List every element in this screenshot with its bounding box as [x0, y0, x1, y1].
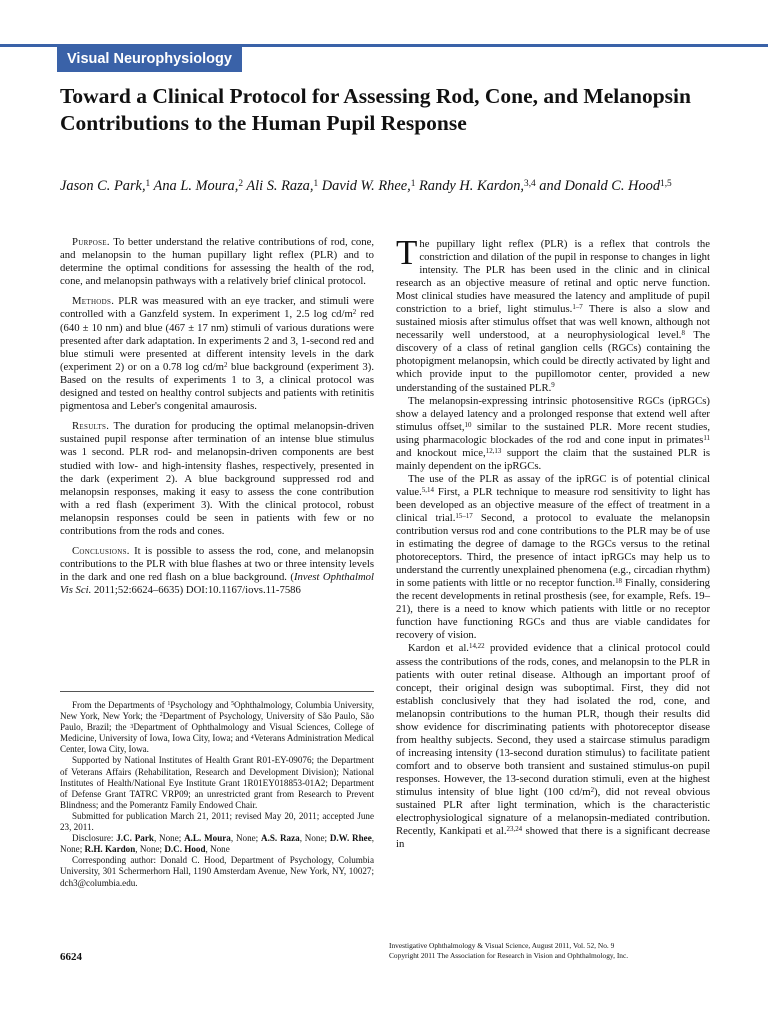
footnote-affiliations: From the Departments of $^1$Psychology and $^5$Ophthalmology, Columbia University, New York, New York; the $^2$Department of Psychology, University of São Paulo, São Paulo, Brazil; the $^3$Department of Ophthalmology and Visual Sciences, College of Medicine, University of Iowa, Iowa City, Iowa; and $^4$Veterans Administration Medical Center, Iowa City, Iowa.	[60, 700, 375, 755]
journal-info	[389, 941, 719, 961]
abstract-label: Methods.	[72, 295, 115, 308]
abstract-label: Results.	[72, 420, 110, 433]
page-number: 6624	[60, 951, 82, 963]
abstract-purpose: Purpose. To better understand the relative contributions of rod, cone, and melanopsin to the human pupillary light reflex (PLR) and to determine the optimal conditions for assessing the health of the rod, cone, and melanopsin pathways with a relatively brief clinical protocol.	[60, 236, 374, 288]
article-title: Toward a Clinical Protocol for Assessing Rod, Cone, and Melanopsin Contributions to the Human Pupil Response	[60, 84, 691, 135]
body-paragraph: The melanopsin-expressing intrinsic photosensitive RGCs (ipRGCs) show a delayed latency and a prolonged response that extend well after stimulus offset,$^{10}$ similar to the sustained PLR. More recent studies, using pharmacologic blockades of the rod and cone input in primates$^{11}$ and knockout mice,$^{12,13}$ support the claim that the sustained PLR is mainly dependent on the ipRGCs.	[396, 394, 711, 472]
footnote-disclosure: Disclosure: J.C. Park, None; A.L. Moura, None; A.S. Raza, None; D.W. Rhee, None; R.H. Kardon, None; D.C. Hood, None	[60, 833, 375, 855]
body-text	[396, 233, 711, 851]
footnote-corresponding: Corresponding author: Donald C. Hood, Department of Psychology, Columbia University, 301 Schermerhorn Hall, 1190 Amsterdam Avenue, New York, NY, 10027; dch3@columbia.edu.	[60, 855, 374, 888]
journal-citation: Investigative Ophthalmology & Visual Science, August 2011, Vol. 52, No. 9	[389, 941, 615, 950]
footnote-dates: Submitted for publication March 21, 2011; revised May 20, 2011; accepted June 23, 2011.	[60, 810, 374, 833]
journal-copyright: Copyright 2011 The Association for Research in Vision and Ophthalmology, Inc.	[389, 951, 629, 960]
body-paragraph: The pupillary light reflex (PLR) is a reflex that controls the constriction and dilation of the pupil in response to changes in light intensity. The PLR has been used in the clinic and in clinical research as an objective measure of retinal and optic nerve function. Most clinical studies have measured the latency and amplitude of pupil constriction to a brief, light stimulus.$^{1-7}$ There is also a slow and sustained miosis after stimulus offset that was well known, although not necessarily well understood, at a neurophysiological level.$^8$ The discovery of a class of retinal ganglion cells (RGCs) containing the photopigment melanopsin, which could be directly activated by light and which provide input to the pupillomotor center, provided a new understanding of the sustained PLR.$^9$	[396, 233, 710, 394]
body-paragraph: Kardon et al.$^{14,22}$ provided evidence that a clinical protocol could assess the contributions of the rods, cones, and melanopsin to the PLR in patients with outer retinal disease. Although an important proof of concept, their original design was suboptimal. First, they did not establish conclusively that they had isolated the rod, cone, and melanopsin contributions to the human PLR, though their results did show evidence for discriminating patients with photoreceptor disease from healthy subjects. Second, they used a staircase stimulus paradigm of increasing intensity (13-second duration stimulus) to facilitate patient comfort and to observe both transient and sustained stimulus-on pupil responses. However, the 13-second duration stimuli, even at the highest stimulus intensity of blue light (100 $cd/m^2$), did not reveal obvious sustained PLR after light termination, which is the characteristic electrophysiological signature of a melanopsin-mediated contribution. Recently, Kankipati et al.$^{23,24}$ showed that there is a significant decrease in	[396, 642, 710, 851]
drop-cap: T	[396, 233, 418, 272]
footnote-divider	[60, 691, 374, 692]
footnote-funding: Supported by National Institutes of Health Grant R01-EY-09076; the Department of Veterans Affairs (Rehabilitation, Research and Development Division); National Institutes of Health/National Eye Institute Grant 1R01EY018853-01A2; Department of Defense Grant TATRC VRP09; an unrestricted grant from Research to Prevent Blindness; and the Pomerantz Family Endowed Chair.	[60, 755, 374, 810]
body-paragraph: The use of the PLR as assay of the ipRGC is of potential clinical value.$^{5,14}$ First, a PLR technique to measure rod sensitivity to light has been developed as an objective measure of the effect of treatment in a clinical trial.$^{15-17}$ Second, a protocol to evaluate the melanopsin contribution versus rod and cone contributions to the PLR may be of use in estimating the degree of damage to the RGCs versus to the retinal photoreceptors. Third, the presence of intact ipRGCs may help us to understand the currently unexplained phenomena (e.g., circadian rhythm) in some patients with little or no receptor function.$^{18}$ Finally, considering the recent developments in retinal prosthesis (see, for example, Refs. 19–21), there is a need to know which patients with little or no receptor function have functioning RGCs and thus are viable candidates for recovery of vision.	[396, 472, 711, 642]
footnotes	[60, 700, 374, 889]
author-list: Jason C. Park,$^1$ Ana L. Moura,$^2$ Ali S. Raza,$^1$ David W. Rhee,$^1$ Randy H. Kardon,$^{3,4}$ and Donald C. Hood$^{1,5}$	[60, 178, 672, 194]
abstract-methods: Methods. PLR was measured with an eye tracker, and stimuli were controlled with a Ganzfeld system. In experiment 1, 2.5 $\log cd/m^2$ red (640 ± 10 nm) and blue (467 ± 17 nm) stimuli of various durations were presented after dark adaptation. In experiments 2 and 3, 1-second red and blue stimuli were presented at different intensity levels in the dark (experiment 2) or on a 0.78 $\log cd/m^2$ blue background (experiment 3). Based on the results of experiments 1 to 3, a clinical protocol was designed and tested on healthy control subjects and patients with retinitis pigmentosa and Leber's congenital amaurosis.	[60, 295, 374, 413]
abstract-label: Conclusions.	[72, 545, 130, 558]
abstract	[60, 236, 374, 604]
abstract-results: Results. The duration for producing the optimal melanopsin-driven sustained pupil response after termination of an intense blue stimulus was 1 second. PLR rod- and melanopsin-driven components are best studied with low- and high-intensity flashes, respectively, presented in the dark (experiment 2). A blue background suppressed rod and melanopsin responses, making it easy to assess the cone contribution with a red flash (experiment 3). With the clinical protocol, robust melanopsin responses could be seen in patients with few or no contributions from the rods and cones.	[60, 420, 374, 537]
abstract-label: Purpose.	[72, 236, 110, 248]
section-tag: Visual Neurophysiology	[57, 46, 242, 72]
abstract-conclusions: Conclusions. It is possible to assess the rod, cone, and melanopsin contributions to the PLR with blue flashes at two or three intensity levels in the dark and one red flash on a blue background. (Invest Ophthalmol Vis Sci. 2011;52:6624–6635) DOI:10.1167/iovs.11-7586	[60, 545, 374, 597]
